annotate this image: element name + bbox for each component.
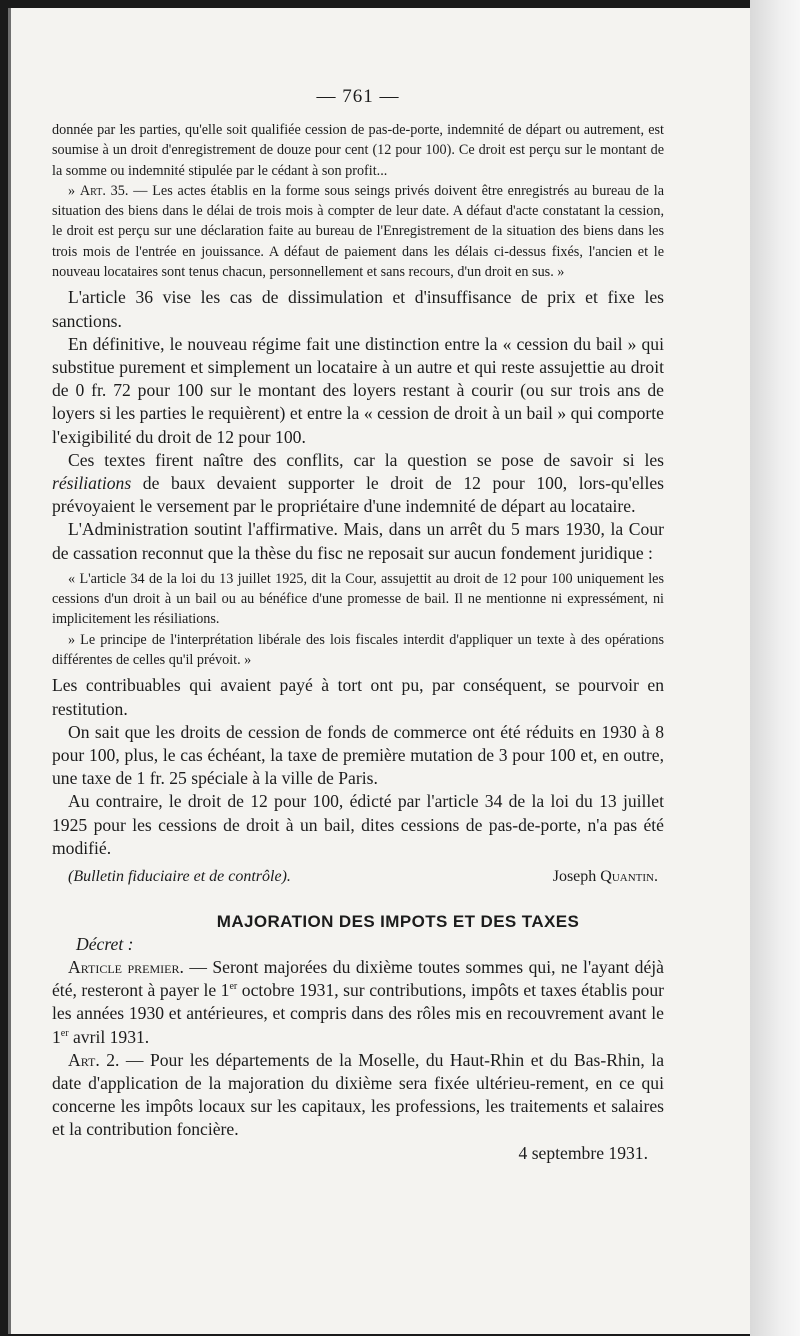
body-paragraph-conflits xyxy=(52,449,664,519)
page-content xyxy=(52,86,664,1165)
body-paragraph: On sait que les droits de cession de fonds de commerce ont été réduits en 1930 à 8 pour 100, plus, le cas échéant, la taxe de première mutation de 3 pour 100 et, en outre, une taxe de 1 fr. 25 spéciale à la ville de Paris. xyxy=(52,721,664,789)
italic-term: résiliations xyxy=(52,473,132,493)
article-label: Article premier. xyxy=(68,956,184,977)
section-heading: MAJORATION DES IMPOTS ET DES TAXES xyxy=(216,911,580,931)
body-paragraph: En définitive, le nouveau régime fait une distinction entre la « cession du bail » qui substitue purement et simplement un locataire à un autre et qui reste assujettie au droit de 0 fr. 72 pour 100 sur le montant des loyers restant à courir (ou sur trois ans de loyers si les parties le requièrent) et entre la « cession de droit à un bail » qui comporte l'exigibilité du droit de 12 pour 100. xyxy=(52,333,664,447)
author-signature: Joseph Quantin. xyxy=(552,867,658,885)
quote-open-mark: » xyxy=(68,182,80,199)
court-quote: « L'article 34 de la loi du 13 juillet 1925, dit la Cour, assujettit au droit de 12 pour 100 uniquement les cessions d'un droit à un bail ou au bénéfice d'une promesse de bail. Il ne mentionne ni expressément, ni implicitement les résiliations. xyxy=(52,570,664,628)
article-label: Art. 2. xyxy=(68,1049,120,1070)
body-paragraph: L'article 36 vise les cas de dissimulation et d'insuffisance de prix et fixe les sanctions. xyxy=(52,287,664,331)
page-edge-shadow xyxy=(750,0,800,1336)
article-label: Art. 35. xyxy=(79,182,129,199)
text-segment: de baux devaient supporter le droit de 12 pour 100, lors-qu'elles prévoyaient le versement par le propriétaire d'une indemnité de départ au locataire. xyxy=(52,473,664,517)
body-paragraph: L'Administration soutint l'affirmative. Mais, dans un arrêt du 5 mars 1930, la Cour de cassation reconnut que la thèse du fisc ne reposait sur aucun fondement juridique : xyxy=(52,519,664,563)
text-segment: Ces textes firent naître des conflits, car la question se pose de savoir si les xyxy=(68,449,664,470)
article-2: Art. 2. — Pour les départements de la Moselle, du Haut-Rhin et du Bas-Rhin, la date d'application de la majoration du dixième sera fixée ultérieu-rement, en ce qui concerne les impôts locaux sur les capitaux, les professions, les traitements et salaires et la contribution foncière. xyxy=(52,1049,665,1140)
body-paragraph: Les contribuables qui avaient payé à tort ont pu, par conséquent, se pourvoir en restitution. xyxy=(52,675,664,719)
source-signature-row xyxy=(52,868,664,886)
quote-article-35 xyxy=(52,181,664,282)
article-1: Article premier. — Seront majorées du dixième toutes sommes qui, ne l'ayant déjà été, resteront à payer le 1er octobre 1931, sur contributions, impôts et taxes établis pour les années 1930 et antérieures, et compris dans des rôles mis en recouvrement avant le 1er avril 1931. xyxy=(52,956,664,1047)
decree-label: Décret : xyxy=(76,933,134,954)
court-quote: » Le principe de l'interprétation libérale des lois fiscales interdit d'appliquer un texte à des opérations différentes de celles qu'il prévoit. » xyxy=(52,631,664,668)
article-text: — Les actes établis en la forme sous seings privés doivent être enregistrés au bureau de la situation des biens dans le délai de trois mois à compter de leur date. A défaut d'acte constatant la cession, le droit est perçu sur une déclaration faite au bureau de l'Enregistrement de la situation des biens dans les trois mois de l'entrée en jouissance. A défaut de paiement dans les délais ci-dessus fixés, l'ancien et le nouveau locataires sont tenus chacun, personnellement et sans recours, d'un droit en sus. » xyxy=(52,182,664,281)
page-number: — 761 — xyxy=(316,86,400,107)
source-citation: (Bulletin fiduciaire et de contrôle). xyxy=(68,867,291,885)
decree-date: 4 septembre 1931. xyxy=(518,1142,648,1163)
quote-paragraph: donnée par les parties, qu'elle soit qualifiée cession de pas-de-porte, indemnité de départ ou autrement, est soumise à un droit d'enregistrement de douze pour cent (12 pour 100). Ce droit est perçu sur le montant de la somme ou indemnité stipulée par le cédant à son profit... xyxy=(52,122,664,179)
body-paragraph: Au contraire, le droit de 12 pour 100, édicté par l'article 34 de la loi du 13 juillet 1925 pour les cessions de droit à un bail, dites cessions de pas-de-porte, n'a pas été modifié. xyxy=(52,791,664,858)
